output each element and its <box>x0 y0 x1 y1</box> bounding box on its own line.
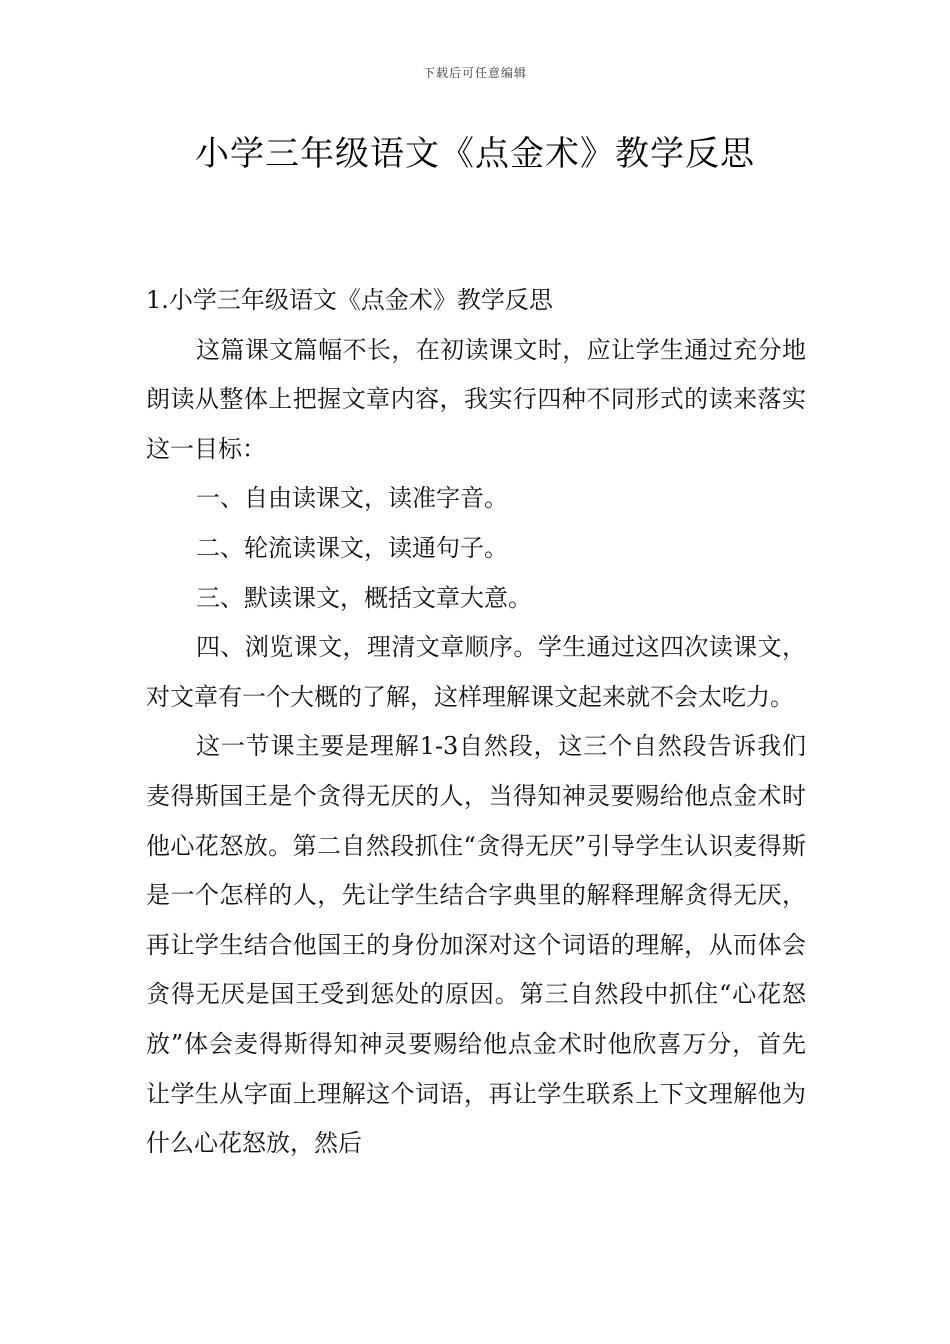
header-note: 下载后可任意编辑 <box>422 66 527 80</box>
document-title: 小学三年级语文《点金术》教学反思 <box>195 134 755 174</box>
paragraph-step-3: 三、默读课文，概括文章大意。 <box>196 583 532 612</box>
paragraph-step-4: 四、浏览课文，理清文章顺序。学生通过这四次读课文，对文章有一个大概的了解，这样理解课文起来就不会太吃力。 <box>146 633 806 711</box>
paragraph-step-2: 二、轮流读课文，读通句子。 <box>196 533 508 562</box>
paragraph-intro: 这篇课文篇幅不长，在初读课文时，应让学生通过充分地朗读从整体上把握文章内容，我实行四种不同形式的读来落实这一目标： <box>146 335 806 463</box>
paragraph-lesson-analysis: 这一节课主要是理解1-3自然段，这三个自然段告诉我们麦得斯国王是个贪得无厌的人，当得知神灵要赐给他点金术时他心花怒放。第二自然段抓住“贪得无厌”引导学生认识麦得斯是一个怎样的人，先让学生结合字典里的解释理解贪得无厌，再让学生结合他国王的身份加深对这个词语的理解，从而体会贪得无厌是国王受到惩处的原因。第三自然段中抓住“心花怒放”体会麦得斯得知神灵要赐给他点金术时他欣喜万分，首先让学生从字面上理解这个词语，再让学生联系上下文理解他为什么心花怒放，然后 <box>146 732 806 1158</box>
paragraph-step-1: 一、自由读课文，读准字音。 <box>196 484 508 513</box>
section-heading: 1.小学三年级语文《点金术》教学反思 <box>146 286 553 314</box>
document-body <box>146 276 806 1169</box>
